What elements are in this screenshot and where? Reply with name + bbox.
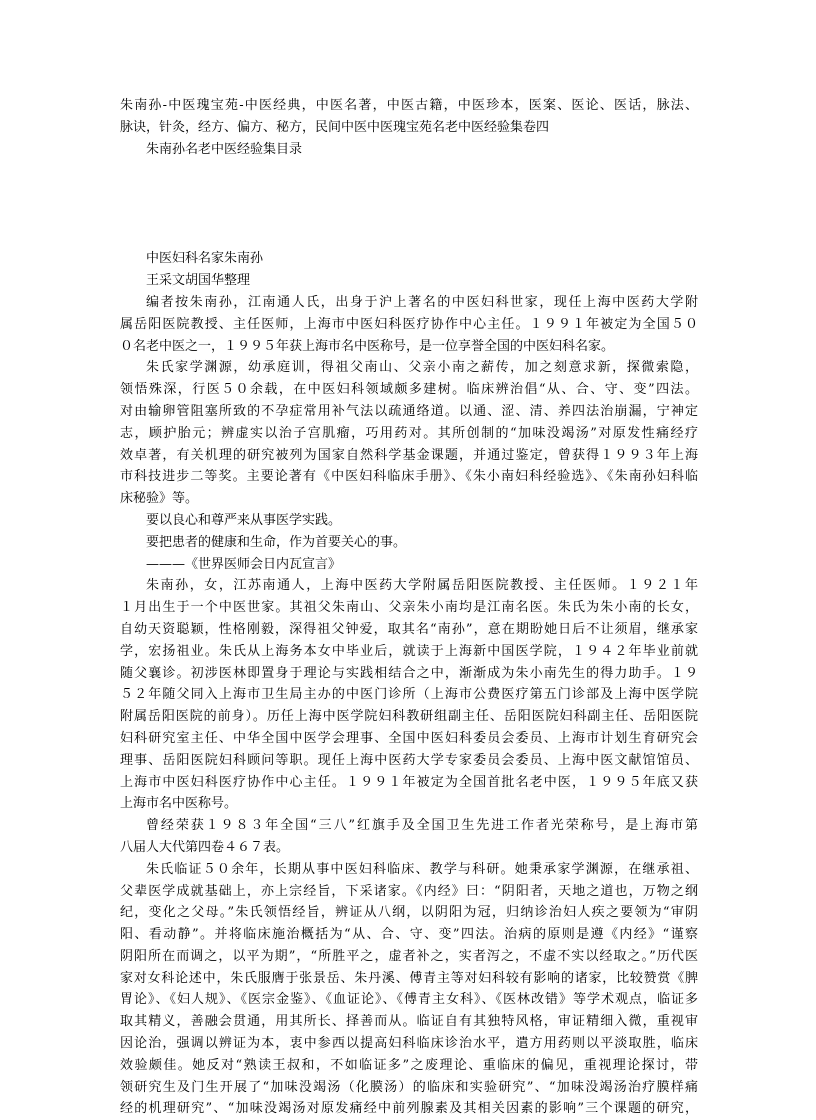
body-line: ５２年随父同入上海市卫生局主办的中医门诊所（上海市公费医疗第五门诊部及上海中医学院 xyxy=(120,687,698,703)
body-line: 理事、岳阳医院妇科顾问等职。现任上海中医药大学专家委员会委员、上海中医文献馆馆员、 xyxy=(120,752,698,768)
body-line: 阳、看动静”。并将临床施治概括为“从、合、守、变”四法。治病的原则是遵《内经》“谨察 xyxy=(120,927,698,943)
body-line: 学，宏扬祖业。朱氏从上海务本女中毕业后，就读于上海新中国医学院，１９４２年毕业前就 xyxy=(120,643,698,659)
body-line: 属岳阳医院教授、主任医师，上海市中医妇科医疗协作中心主任。１９９１年被定为全国５０ xyxy=(120,316,698,332)
body-line: ０名老中医之一，１９９５年获上海市名中医称号，是一位享誉全国的中医妇科名家。 xyxy=(120,338,615,354)
body-line: 朱氏临证５０余年，长期从事中医妇科临床、教学与科研。她秉承家学渊源，在继承祖、 xyxy=(146,861,698,877)
body-line: 胃论》、《妇人规》、《医宗金鉴》、《血证论》、《傅青主女科》、《医林改错》等学术观点，临证多 xyxy=(120,992,698,1008)
body-line: 阴阳所在而调之，以平为期”，“所胜平之，虚者补之，实者泻之，不虚不实以经取之。”历代医 xyxy=(120,948,698,964)
blank-gap xyxy=(120,160,698,248)
body-line: ———《世界医师会日内瓦宣言》 xyxy=(146,556,342,572)
body-line: 妇科研究室主任、中华全国中医学会理事、全国中医妇科委员会委员、上海市计划生育研究会 xyxy=(120,730,698,746)
body-line: 效验颇佳。她反对“熟读王叔和，不如临证多”之废理论、重临床的偏见，重视理论探讨，带 xyxy=(120,1057,698,1073)
body-line: 床秘验》等。 xyxy=(120,491,199,507)
body-line: 纪，变化之父母。”朱氏领悟经旨，辨证从八纲，以阴阳为冠，归纳诊治妇人疾之要领为“审阴 xyxy=(120,905,698,921)
article-body xyxy=(120,292,698,1120)
header-line-1: 朱南孙-中医瑰宝苑-中医经典，中医名著，中医古籍，中医珍本，医案、医论、医话，脉法、 xyxy=(120,98,698,113)
body-line: 市科技进步二等奖。主要论著有《中医妇科临床手册》、《朱小南妇科经验选》、《朱南孙妇科临 xyxy=(120,469,698,485)
body-line: １月出生于一个中医世家。其祖父朱南山、父亲朱小南均是江南名医。朱氏为朱小南的长女， xyxy=(120,600,698,616)
body-line: 八届人大代第四卷４６７表。 xyxy=(120,839,290,855)
body-line: 曾经荣获１９８３年全国“三八”红旗手及全国卫生先进工作者光荣称号，是上海市第 xyxy=(146,818,698,834)
body-line: 志，顾护胎元；辨虚实以治子宫肌瘤，巧用药对。其所创制的“加味没竭汤”对原发性痛经疗 xyxy=(120,425,698,441)
body-line: 效卓著，有关机理的研究被列为国家自然科学基金课题，并通过鉴定，曾获得１９９３年上海 xyxy=(120,447,698,463)
body-line: 要以良心和尊严来从事医学实践。 xyxy=(146,512,342,528)
article-title: 中医妇科名家朱南孙 xyxy=(146,251,264,267)
header-line-2: 脉诀，针灸，经方、偏方、秘方，民间中医中医瑰宝苑名老中医经验集卷四 xyxy=(120,119,550,135)
body-line: 上海市名中医称号。 xyxy=(120,796,238,812)
body-line: 取其精义，善融会贯通，用其所长、择善而从。临证自有其独特风格，审证精细入微，重视审 xyxy=(120,1014,698,1030)
body-line: 家对女科论述中，朱氏服膺于张景岳、朱丹溪、傅青主等对妇科较有影响的诸家，比较赞赏《脾 xyxy=(120,970,698,986)
body-line: 领研究生及门生开展了“加味没竭汤（化膜汤）的临床和实验研究”、“加味没竭汤治疗膜样痛 xyxy=(120,1079,698,1095)
body-line: 领悟殊深，行医５０余载，在中医妇科领域颇多建树。临床辨治倡“从、合、守、变”四法。 xyxy=(120,382,698,398)
body-line: 编者按朱南孙，江南通人氏，出身于沪上著名的中医妇科世家，现任上海中医药大学附 xyxy=(146,294,698,310)
toc-title: 朱南孙名老中医经验集目录 xyxy=(146,141,303,157)
body-line: 随父襄诊。初涉医林即置身于理论与实践相结合之中，渐渐成为朱小南先生的得力助手。１９ xyxy=(120,665,698,681)
body-line: 附属岳阳医院的前身）。历任上海中医学院妇科教研组副主任、岳阳医院妇科副主任、岳阳医院 xyxy=(120,709,698,725)
body-line: 朱氏家学渊源，幼承庭训，得祖父南山、父亲小南之薪传，加之刻意求新，探微索隐， xyxy=(146,360,698,376)
body-line: 朱南孙，女，江苏南通人，上海中医药大学附属岳阳医院教授、主任医师。１９２１年 xyxy=(146,578,698,594)
body-line: 上海市中医妇科医疗协作中心主任。１９９１年被定为全国首批名老中医，１９９５年底又获 xyxy=(120,774,698,790)
document-page xyxy=(120,95,698,1120)
body-line: 因论治，强调以辨证为本，衷中参西以提高妇科临床诊治水平，遣方用药则以平淡取胜，临床 xyxy=(120,1036,698,1052)
body-line: 父辈医学成就基础上，亦上宗经旨，下采诸家。《内经》曰：“阴阳者，天地之道也，万物之纲 xyxy=(120,883,698,899)
body-line: 经的机理研究”、“加味没竭汤对原发痛经中前列腺素及其相关因素的影响”三个课题的研究， xyxy=(120,1101,698,1117)
body-line: 自幼天资聪颖，性格刚毅，深得祖父钟爱，取其名“南孙”，意在期盼她日后不让须眉，继承家 xyxy=(120,621,698,637)
body-line: 对由输卵管阻塞所致的不孕症常用补气法以疏通络道。以通、涩、清、养四法治崩漏，宁神定 xyxy=(120,403,698,419)
body-line: 要把患者的健康和生命，作为首要关心的事。 xyxy=(146,534,407,550)
article-authors: 王采文胡国华整理 xyxy=(146,273,251,289)
